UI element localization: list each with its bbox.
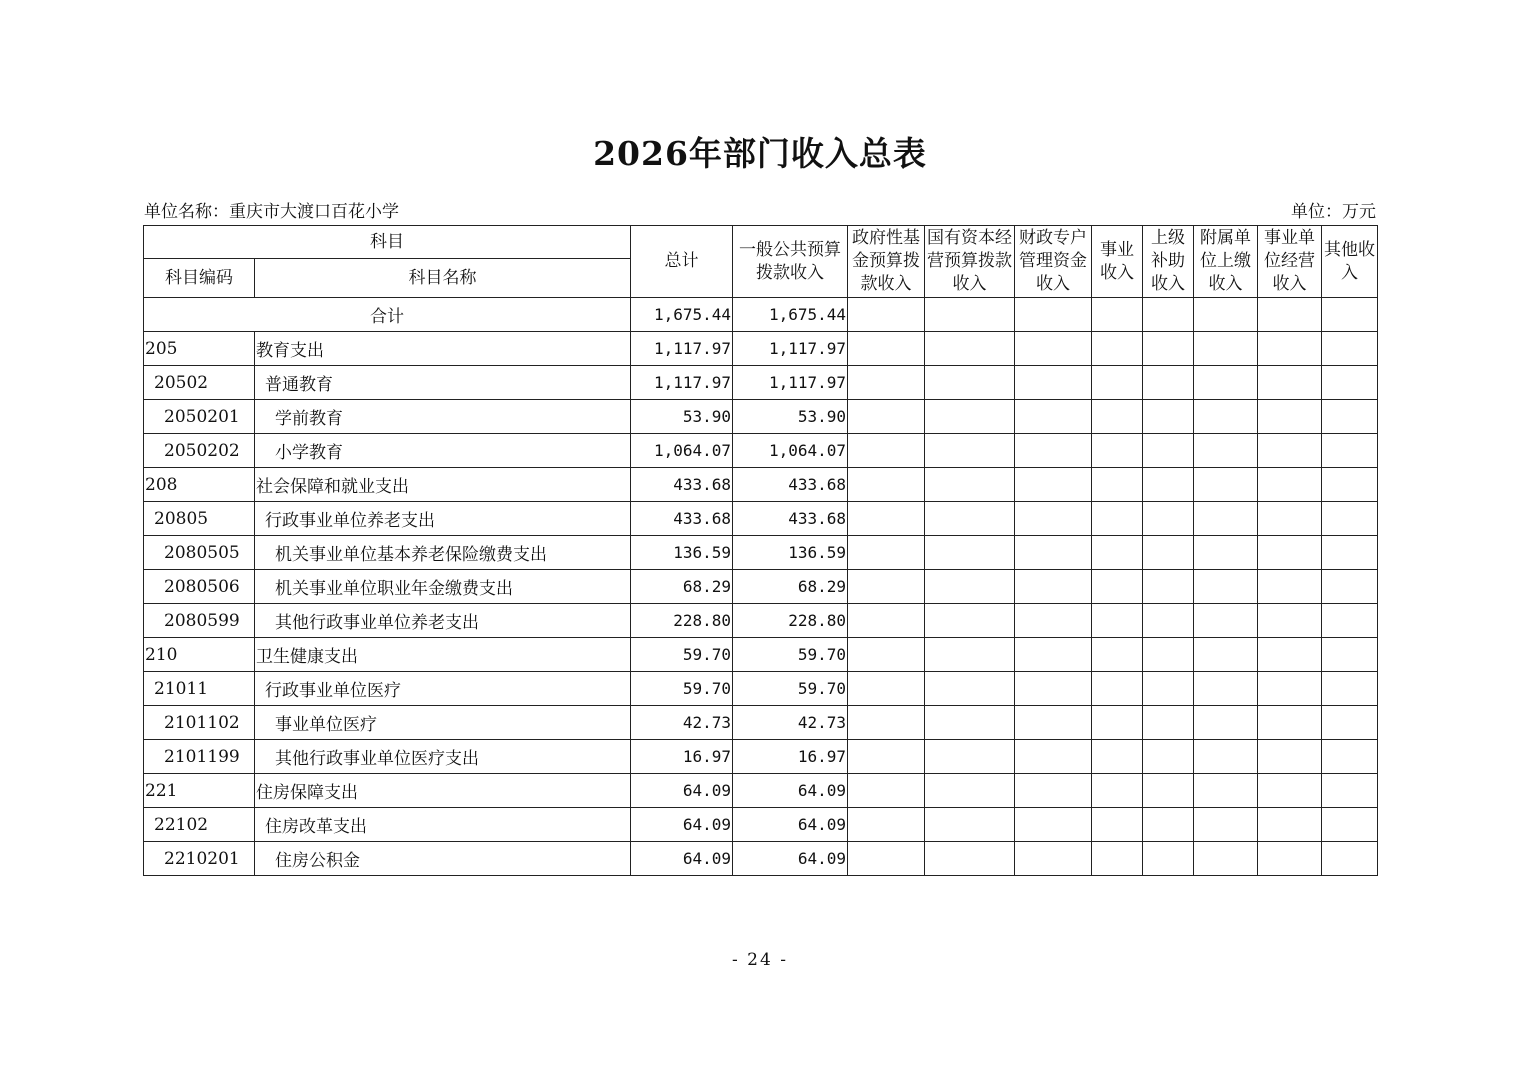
empty-cell [848, 740, 925, 774]
general-budget-cell: 136.59 [733, 536, 848, 570]
empty-cell [1092, 740, 1143, 774]
empty-cell [848, 570, 925, 604]
subject-code-cell: 208 [144, 468, 255, 502]
empty-cell [1258, 808, 1322, 842]
table-row [144, 706, 1378, 740]
empty-cell [1258, 842, 1322, 876]
empty-cell [1322, 842, 1378, 876]
subject-code-cell: 2101102 [144, 706, 255, 740]
empty-cell [925, 400, 1015, 434]
empty-cell [1143, 332, 1194, 366]
subject-name-cell: 其他行政事业单位医疗支出 [255, 740, 631, 774]
empty-cell [1092, 570, 1143, 604]
subject-code-cell: 205 [144, 332, 255, 366]
subject-code-cell: 2080506 [144, 570, 255, 604]
subject-name-cell: 住房公积金 [255, 842, 631, 876]
empty-cell [1322, 740, 1378, 774]
empty-cell [925, 570, 1015, 604]
total-cell: 1,117.97 [631, 366, 733, 400]
empty-cell [1015, 298, 1092, 332]
subject-name-cell: 学前教育 [255, 400, 631, 434]
empty-cell [1194, 672, 1258, 706]
empty-cell [1258, 672, 1322, 706]
table-row [144, 604, 1378, 638]
empty-cell [1194, 502, 1258, 536]
total-cell: 1,064.07 [631, 434, 733, 468]
subject-name-cell: 事业单位医疗 [255, 706, 631, 740]
empty-cell [848, 706, 925, 740]
general-budget-cell: 433.68 [733, 502, 848, 536]
total-cell: 59.70 [631, 672, 733, 706]
general-budget-cell: 228.80 [733, 604, 848, 638]
empty-cell [848, 298, 925, 332]
header-total: 总计 [631, 226, 733, 298]
empty-cell [1322, 570, 1378, 604]
empty-cell [1143, 536, 1194, 570]
subject-code-cell: 20805 [144, 502, 255, 536]
subject-name-cell: 小学教育 [255, 434, 631, 468]
subject-code-cell: 221 [144, 774, 255, 808]
empty-cell [1143, 434, 1194, 468]
header-fiscal-special: 财政专户管理资金收入 [1015, 226, 1092, 298]
table-row [144, 842, 1378, 876]
table-row [144, 502, 1378, 536]
total-amount: 1,675.44 [631, 298, 733, 332]
empty-cell [1322, 298, 1378, 332]
empty-cell [848, 434, 925, 468]
empty-cell [848, 400, 925, 434]
general-budget-cell: 16.97 [733, 740, 848, 774]
empty-cell [1194, 842, 1258, 876]
empty-cell [1015, 638, 1092, 672]
general-budget-cell: 1,064.07 [733, 434, 848, 468]
empty-cell [1258, 332, 1322, 366]
empty-cell [1194, 774, 1258, 808]
general-budget-cell: 53.90 [733, 400, 848, 434]
empty-cell [848, 842, 925, 876]
empty-cell [1143, 672, 1194, 706]
subject-code-cell: 2101199 [144, 740, 255, 774]
empty-cell [1092, 536, 1143, 570]
table-row [144, 774, 1378, 808]
total-cell: 64.09 [631, 842, 733, 876]
empty-cell [1322, 366, 1378, 400]
empty-cell [1143, 570, 1194, 604]
table-row [144, 672, 1378, 706]
empty-cell [1258, 468, 1322, 502]
header-business: 事业收入 [1092, 226, 1143, 298]
empty-cell [925, 298, 1015, 332]
general-budget-cell: 68.29 [733, 570, 848, 604]
empty-cell [848, 808, 925, 842]
subject-name-cell: 行政事业单位养老支出 [255, 502, 631, 536]
empty-cell [848, 638, 925, 672]
empty-cell [1143, 366, 1194, 400]
empty-cell [925, 332, 1015, 366]
empty-cell [1322, 434, 1378, 468]
empty-cell [1092, 468, 1143, 502]
total-label: 合计 [144, 298, 631, 332]
header-name: 科目名称 [255, 259, 631, 298]
total-cell: 53.90 [631, 400, 733, 434]
empty-cell [1143, 638, 1194, 672]
subject-name-cell: 教育支出 [255, 332, 631, 366]
empty-cell [925, 808, 1015, 842]
subject-code-cell: 2050202 [144, 434, 255, 468]
subject-code-cell: 20502 [144, 366, 255, 400]
empty-cell [1258, 536, 1322, 570]
subject-name-cell: 住房保障支出 [255, 774, 631, 808]
empty-cell [1015, 740, 1092, 774]
empty-cell [1015, 400, 1092, 434]
empty-cell [1015, 672, 1092, 706]
subject-name-cell: 社会保障和就业支出 [255, 468, 631, 502]
empty-cell [1092, 400, 1143, 434]
subject-name-cell: 普通教育 [255, 366, 631, 400]
income-summary-table [143, 225, 1378, 876]
table-row [144, 570, 1378, 604]
empty-cell [1143, 740, 1194, 774]
empty-cell [1143, 774, 1194, 808]
total-cell: 68.29 [631, 570, 733, 604]
empty-cell [1194, 706, 1258, 740]
table-row [144, 536, 1378, 570]
total-cell: 1,117.97 [631, 332, 733, 366]
empty-cell [1015, 570, 1092, 604]
empty-cell [1322, 536, 1378, 570]
empty-cell [1092, 434, 1143, 468]
subject-code-cell: 21011 [144, 672, 255, 706]
empty-cell [1258, 400, 1322, 434]
empty-cell [1143, 400, 1194, 434]
general-budget-cell: 59.70 [733, 672, 848, 706]
header-subject: 科目 [144, 226, 631, 259]
subject-name-cell: 行政事业单位医疗 [255, 672, 631, 706]
unit-name-label: 单位名称：重庆市大渡口百花小学 [144, 202, 399, 222]
empty-cell [925, 842, 1015, 876]
empty-cell [848, 468, 925, 502]
empty-cell [1143, 502, 1194, 536]
empty-cell [1015, 604, 1092, 638]
empty-cell [1258, 638, 1322, 672]
empty-cell [1322, 706, 1378, 740]
empty-cell [1258, 570, 1322, 604]
table-row [144, 638, 1378, 672]
total-cell: 59.70 [631, 638, 733, 672]
empty-cell [925, 502, 1015, 536]
total-cell: 42.73 [631, 706, 733, 740]
empty-cell [1322, 638, 1378, 672]
general-budget-cell: 64.09 [733, 842, 848, 876]
empty-cell [925, 638, 1015, 672]
header-code: 科目编码 [144, 259, 255, 298]
header-business-operation: 事业单位经营收入 [1258, 226, 1322, 298]
subject-code-cell: 2080505 [144, 536, 255, 570]
header-other: 其他收入 [1322, 226, 1378, 298]
empty-cell [1322, 400, 1378, 434]
empty-cell [1258, 434, 1322, 468]
empty-cell [1194, 570, 1258, 604]
subject-name-cell: 卫生健康支出 [255, 638, 631, 672]
empty-cell [925, 468, 1015, 502]
empty-cell [848, 332, 925, 366]
empty-cell [1092, 604, 1143, 638]
total-cell: 433.68 [631, 468, 733, 502]
currency-unit-label: 单位：万元 [1291, 202, 1376, 222]
empty-cell [1015, 434, 1092, 468]
empty-cell [1092, 298, 1143, 332]
general-budget-cell: 42.73 [733, 706, 848, 740]
empty-cell [925, 536, 1015, 570]
general-budget-cell: 64.09 [733, 774, 848, 808]
subject-code-cell: 2080599 [144, 604, 255, 638]
empty-cell [1258, 774, 1322, 808]
table-row [144, 332, 1378, 366]
empty-cell [1092, 332, 1143, 366]
empty-cell [1194, 604, 1258, 638]
total-row [144, 298, 1378, 332]
header-state-capital: 国有资本经营预算拨款收入 [925, 226, 1015, 298]
empty-cell [1322, 604, 1378, 638]
empty-cell [1015, 706, 1092, 740]
page-title: 2026年部门收入总表 [593, 134, 927, 173]
empty-cell [925, 672, 1015, 706]
empty-cell [1092, 672, 1143, 706]
empty-cell [1322, 468, 1378, 502]
total-cell: 433.68 [631, 502, 733, 536]
empty-cell [848, 366, 925, 400]
table-row [144, 434, 1378, 468]
empty-cell [1092, 638, 1143, 672]
table-row [144, 740, 1378, 774]
empty-cell [1015, 366, 1092, 400]
table-row [144, 366, 1378, 400]
empty-cell [848, 672, 925, 706]
general-budget-cell: 64.09 [733, 808, 848, 842]
subject-name-cell: 住房改革支出 [255, 808, 631, 842]
empty-cell [1194, 366, 1258, 400]
table-row [144, 468, 1378, 502]
empty-cell [1194, 468, 1258, 502]
subject-code-cell: 22102 [144, 808, 255, 842]
empty-cell [1322, 672, 1378, 706]
total-cell: 16.97 [631, 740, 733, 774]
total-cell: 136.59 [631, 536, 733, 570]
general-budget-cell: 433.68 [733, 468, 848, 502]
empty-cell [1143, 842, 1194, 876]
total-general-budget: 1,675.44 [733, 298, 848, 332]
table-row [144, 808, 1378, 842]
empty-cell [1092, 808, 1143, 842]
empty-cell [1015, 502, 1092, 536]
subject-name-cell: 机关事业单位职业年金缴费支出 [255, 570, 631, 604]
subject-name-cell: 机关事业单位基本养老保险缴费支出 [255, 536, 631, 570]
total-cell: 64.09 [631, 808, 733, 842]
empty-cell [1092, 706, 1143, 740]
empty-cell [1322, 502, 1378, 536]
empty-cell [1092, 774, 1143, 808]
empty-cell [1258, 706, 1322, 740]
empty-cell [1143, 604, 1194, 638]
empty-cell [925, 774, 1015, 808]
empty-cell [1015, 842, 1092, 876]
empty-cell [1194, 536, 1258, 570]
empty-cell [848, 536, 925, 570]
subject-code-cell: 2050201 [144, 400, 255, 434]
empty-cell [1092, 502, 1143, 536]
empty-cell [1322, 774, 1378, 808]
empty-cell [1194, 638, 1258, 672]
general-budget-cell: 1,117.97 [733, 366, 848, 400]
page-number: - 24 - [732, 950, 788, 970]
empty-cell [1258, 740, 1322, 774]
empty-cell [1194, 332, 1258, 366]
empty-cell [925, 366, 1015, 400]
empty-cell [925, 740, 1015, 774]
empty-cell [1015, 808, 1092, 842]
header-gov-fund: 政府性基金预算拨款收入 [848, 226, 925, 298]
general-budget-cell: 1,117.97 [733, 332, 848, 366]
subject-name-cell: 其他行政事业单位养老支出 [255, 604, 631, 638]
empty-cell [848, 604, 925, 638]
empty-cell [1194, 434, 1258, 468]
empty-cell [1015, 536, 1092, 570]
empty-cell [1092, 366, 1143, 400]
empty-cell [1258, 366, 1322, 400]
empty-cell [848, 774, 925, 808]
header-subsidiary-payment: 附属单位上缴收入 [1194, 226, 1258, 298]
general-budget-cell: 59.70 [733, 638, 848, 672]
header-superior-subsidy: 上级补助收入 [1143, 226, 1194, 298]
table-row [144, 400, 1378, 434]
total-cell: 228.80 [631, 604, 733, 638]
empty-cell [1258, 604, 1322, 638]
empty-cell [925, 604, 1015, 638]
empty-cell [925, 434, 1015, 468]
empty-cell [1143, 468, 1194, 502]
empty-cell [1258, 298, 1322, 332]
empty-cell [1015, 468, 1092, 502]
empty-cell [1322, 332, 1378, 366]
empty-cell [925, 706, 1015, 740]
empty-cell [1092, 842, 1143, 876]
empty-cell [1143, 808, 1194, 842]
empty-cell [1258, 502, 1322, 536]
empty-cell [1194, 298, 1258, 332]
empty-cell [1015, 774, 1092, 808]
empty-cell [848, 502, 925, 536]
total-cell: 64.09 [631, 774, 733, 808]
subject-code-cell: 210 [144, 638, 255, 672]
header-general-budget: 一般公共预算拨款收入 [733, 226, 848, 298]
empty-cell [1143, 298, 1194, 332]
empty-cell [1194, 740, 1258, 774]
empty-cell [1143, 706, 1194, 740]
empty-cell [1322, 808, 1378, 842]
empty-cell [1194, 400, 1258, 434]
empty-cell [1194, 808, 1258, 842]
subject-code-cell: 2210201 [144, 842, 255, 876]
empty-cell [1015, 332, 1092, 366]
